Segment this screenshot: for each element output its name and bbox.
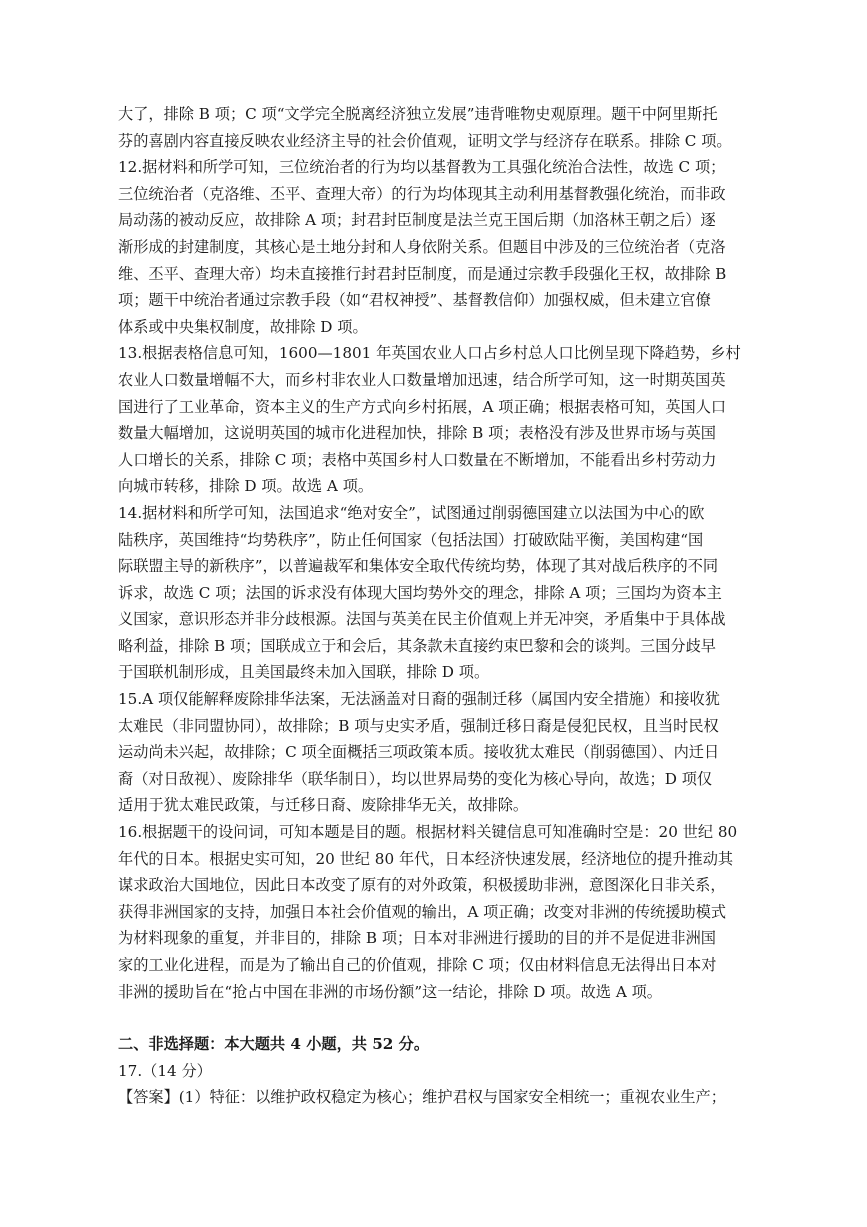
paragraph-q11-tail	[118, 101, 750, 154]
text-line: 三位统治者（克洛维、丕平、查理大帝）的行为均体现其主动利用基督教强化统治，而非政	[118, 184, 726, 203]
text-line: 芬的喜剧内容直接反映农业经济主导的社会价值观，证明文学与经济存在联系。排除 C 项。	[118, 131, 732, 150]
text-line: 家的工业化进程，而是为了输出自己的价值观，排除 C 项；仅由材料信息无法得出日本对	[118, 956, 717, 974]
text-line: 谋求政治大国地位，因此日本改变了原有的对外政策，积极援助非洲，意图深化日非关系，	[118, 876, 726, 895]
text-line: 裔（对日敌视）、废除排华（联华制日），均以世界局势的变化为核心导向，故选；D 项仅	[118, 769, 713, 788]
text-line: 渐形成的封建制度，其核心是土地分封和人身依附关系。但题目中涉及的三位统治者（克洛	[118, 237, 726, 256]
text-line: 农业人口数量增幅不大，而乡村非农业人口数量增加迅速，结合所学可知，这一时期英国英	[118, 370, 726, 389]
text-line: 陆秩序，英国维持“均势秩序”，防止任何国家（包括法国）打破欧陆平衡，美国构建“国	[118, 530, 704, 549]
text-line: 局动荡的被动反应，故排除 A 项；封君封臣制度是法兰克王国后期（加洛林王朝之后）逐	[118, 211, 716, 230]
paragraph-q13	[118, 340, 750, 500]
paragraph-q14	[118, 500, 750, 686]
text-line: 诉求，故选 C 项；法国的诉求没有体现大国均势外交的理念，排除 A 项；三国均为资本主	[118, 583, 722, 602]
text-line: 太难民（非同盟协同），故排除；B 项与史实矛盾，强制迁移日裔是侵犯民权，且当时民权	[118, 716, 719, 735]
text-line: 向城市转移，排除 D 项。故选 A 项。	[118, 477, 374, 496]
section-heading: 二、非选择题：本大题共 4 小题，共 52 分。	[118, 1035, 430, 1054]
text-line: 维、丕平、查理大帝）均未直接推行封君封臣制度，而是通过宗教手段强化王权，故排除 B	[118, 264, 727, 283]
text-line: 数量大幅增加，这说明英国的城市化进程加快，排除 B 项；表格没有涉及世界市场与英国	[118, 424, 716, 443]
text-line: 际联盟主导的新秩序”，以普遍裁军和集体安全取代传统均势，体现了其对战后秩序的不同	[118, 557, 719, 576]
section-spacer	[118, 1005, 750, 1031]
text-line: 年代的日本。根据史实可知，20 世纪 80 年代，日本经济快速发展，经济地位的提升推动其	[118, 849, 734, 868]
paragraph-q16	[118, 819, 750, 1005]
text-line: 非洲的援助旨在“抢占中国在非洲的市场份额”这一结论，排除 D 项。故选 A 项。	[118, 982, 662, 1001]
paragraph-q15	[118, 686, 750, 819]
paragraph-q12	[118, 154, 750, 340]
text-line: 义国家，意识形态并非分歧根源。法国与英美在民主价值观上并无冲突，矛盾集中于具体战	[118, 610, 726, 629]
text-line: 项；题干中统治者通过宗教手段（如“君权神授”、基督教信仰）加强权威，但未建立官僚	[118, 291, 711, 310]
text-line: 体系或中央集权制度，故排除 D 项。	[118, 317, 368, 336]
text-line: 15.A 项仅能解释废除排华法案，无法涵盖对日裔的强制迁移（属国内安全措施）和接收犹	[118, 690, 720, 709]
question-17-header: 17.（14 分）	[118, 1061, 212, 1080]
text-line: 16.根据题干的设问词，可知本题是目的题。根据材料关键信息可知准确时空是：20 世纪 80	[118, 823, 738, 842]
text-line: 13.根据表格信息可知，1600—1801 年英国农业人口占乡村总人口比例呈现下降趋势，乡村	[118, 344, 741, 363]
text-line: 运动尚未兴起，故排除；C 项全面概括三项政策本质。接收犹太难民（削弱德国）、内迁日	[118, 743, 720, 762]
question-17-answer: 【答案】(1）特征：以维护政权稳定为核心；维护君权与国家安全相统一；重视农业生产；	[118, 1088, 726, 1107]
text-line: 获得非洲国家的支持，加强日本社会价值观的输出，A 项正确；改变对非洲的传统援助模式	[118, 902, 727, 921]
text-line: 14.据材料和所学可知，法国追求“绝对安全”，试图通过削弱德国建立以法国为中心的欧	[118, 503, 705, 522]
text-line: 人口增长的关系，排除 C 项；表格中英国乡村人口数量在不断增加，不能看出乡村劳动力	[118, 450, 717, 469]
text-line: 于国联机制形成，且美国最终未加入国联，排除 D 项。	[118, 663, 490, 682]
text-line: 国进行了工业革命，资本主义的生产方式向乡村拓展，A 项正确；根据表格可知，英国人口	[118, 397, 727, 416]
text-line: 为材料现象的重复，并非目的，排除 B 项；日本对非洲进行援助的目的并不是促进非洲国	[118, 929, 716, 948]
text-line: 12.据材料和所学可知，三位统治者的行为均以基督教为工具强化统治合法性，故选 C 项；	[118, 158, 726, 177]
text-line: 略利益，排除 B 项；国联成立于和会后，其条款未直接约束巴黎和会的谈判。三国分歧早	[118, 636, 716, 655]
answer-explanation-text	[118, 101, 750, 1111]
text-line: 适用于犹太难民政策，与迁移日裔、废除排华无关，故排除。	[118, 796, 529, 815]
text-line: 大了，排除 B 项；C 项“文学完全脱离经济独立发展”违背唯物史观原理。题干中阿里斯托	[118, 105, 718, 123]
